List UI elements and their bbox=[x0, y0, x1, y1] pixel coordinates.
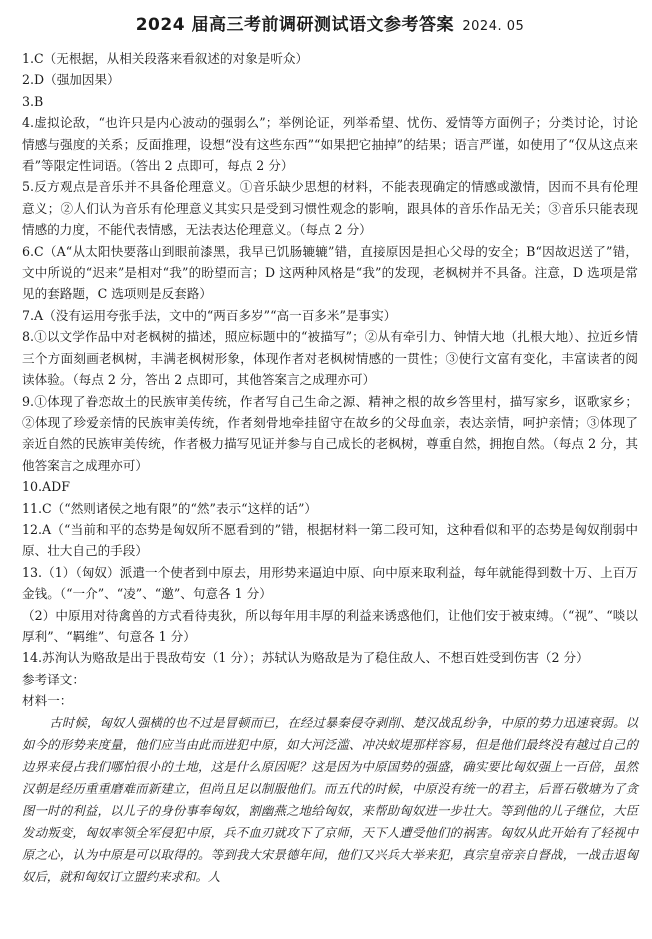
answer-1: 1.C（无根据，从相关段落来看叙述的对象是听众） bbox=[22, 51, 309, 66]
answer-4: 4.虚拟论敌，“也许只是内心波动的强弱么”；举例论证，列举希望、忧伤、爱情等方面例子；分类讨论，讨论情感与强度的关系；反面推理，设想“没有这些东西”“如果把它抽掉”的结果；语言严谨，如使用了“仅从这点来看”等限定性词语。（答出 2 点即可，每点 2 分） bbox=[22, 115, 638, 174]
answer-5: 5.反方观点是音乐并不具备伦理意义。①音乐缺少思想的材料，不能表现确定的情感或激情，因而不具有伦理意义；②人们认为音乐有伦理意义其实只是受到习惯性观念的影响，跟具体的音乐作品无关；③音乐只能表现情感的力度，不能代表情感，无法表达伦理意义。（每点 2 分） bbox=[22, 179, 638, 238]
answer-list bbox=[22, 48, 638, 669]
translation-text: 古时候，匈奴人强横的也不过是冒顿而已，在经过暴秦侵夺剥削、楚汉战乱纷争，中原的势力迅速衰弱。以如今的形势来度量，他们应当由此而进犯中原，如大河泛滥、冲决蚁堤那样容易，但是他们最终没有越过自己的边界来侵占我们哪怕很小的土地，这是什么原因呢？这是因为中原国势的强盛，确实要比匈奴强上一百倍，虽然汉朝是经历重重磨难而新建立，但尚且足以制服他们。而五代的时候，中原没有统一的君主，后晋石敬塘为了贪图一时的利益，以儿子的身份事奉匈奴，割幽燕之地给匈奴，来帮助匈奴进一步壮大。等到他的儿子继位，大臣发动叛变，匈奴率领全军侵犯中原，兵不血刃就攻下了京师，天下人遭受他们的祸害。匈奴从此开始有了轻视中原之心，认为中原是可以取得的。等到我大宋景德年间，他们又兴兵大举来犯，真宗皇帝亲自督战，一战击退匈奴后，就和匈奴订立盟约来求和。人 bbox=[22, 714, 638, 884]
answer-11: 11.C（“然则诸侯之地有限”的“然”表示“这样的话”） bbox=[22, 500, 317, 516]
answer-7: 7.A（没有运用夸张手法，文中的“两百多岁”“高一百多米”是事实） bbox=[22, 307, 397, 323]
answer-13-2: （2）中原用对待禽兽的方式看待夷狄，所以每年用丰厚的利益来诱惑他们，让他们安于被束缚。（“视”、“啖以厚利”、“羁维”、句意各 1 分） bbox=[22, 607, 638, 644]
title-text: 2024 届高三考前调研测试语文参考答案 bbox=[135, 15, 454, 35]
title-date: 2024. 05 bbox=[462, 19, 525, 34]
answer-12: 12.A（“当前和平的态势是匈奴所不愿看到的”错，根据材料一第二段可知，这种看似和平的态势是匈奴削弱中原、壮大自己的手段） bbox=[22, 521, 638, 559]
answer-9: 9.①体现了眷恋故土的民族审美传统，作者写自己生命之源、精神之根的故乡答里村，描写家乡，讴歌家乡；②体现了珍爱亲情的民族审美传统，作者刻骨地牵挂留守在故乡的父母血亲，表达亲情，呵护亲情；③体现了亲近自然的民族审美传统，作者极力描写见证并参与自己成长的老枫树，尊重自然，拥抱自然。（每点 2 分，其他答案言之成理亦可） bbox=[22, 393, 638, 473]
answer-13-1: 13.（1）（匈奴）派遣一个使者到中原去，用形势来逼迫中原、向中原来取利益，每年就能得到数十万、上百万金钱。（“一介”、“凌”、“邀”、句意各 1 分） bbox=[22, 564, 638, 602]
answer-10: 10.ADF bbox=[22, 479, 70, 495]
answer-2: 2.D（强加因果） bbox=[22, 72, 120, 88]
material-label: 材料一： bbox=[22, 693, 73, 709]
answer-3: 3.B bbox=[22, 93, 44, 109]
page-title bbox=[22, 14, 638, 38]
answer-8: 8.①以文学作品中对老枫树的描述，照应标题中的“被描写”；②从有牵引力、钟情大地（扎根大地）、拉近乡情三个方面刻画老枫树，丰满老枫树形象，体现作者对老枫树情感的一贯性；③使行文富有变化，丰富读者的阅读体验。（每点 2 分，答出 2 点即可，其他答案言之成理亦可） bbox=[22, 329, 638, 388]
answer-14: 14.苏洵认为赂敌是出于畏敌苟安（1 分）；苏轼认为赂敌是为了稳住敌人、不想百姓受到伤害（2 分） bbox=[22, 650, 589, 666]
answer-6: 6.C（A“从太阳快要落山到眼前漆黑，我早已饥肠辘辘”错，直接原因是担心父母的安全；B“因故迟送了”错，文中所说的“迟来”是相对“我”的盼望而言；D 这两种风格是“我”的发现，老枫树并不具备。注意，D 选项是常见的套路题，C 选项则是反套路） bbox=[22, 243, 638, 302]
translation-heading: 参考译文： bbox=[22, 671, 85, 687]
